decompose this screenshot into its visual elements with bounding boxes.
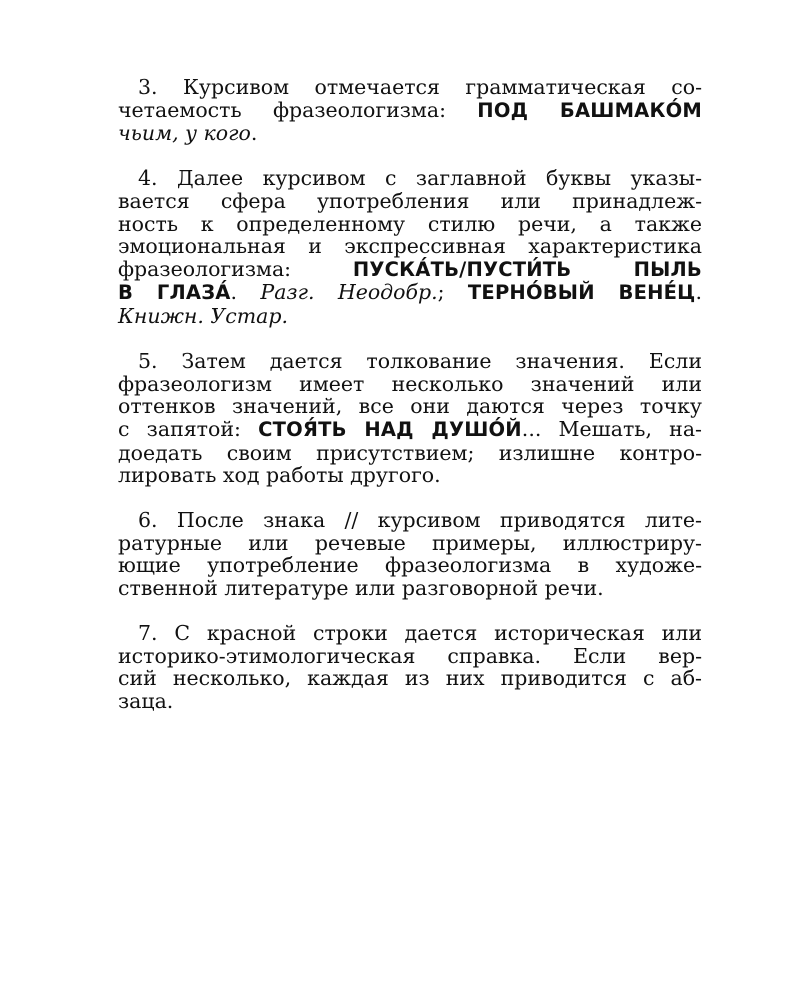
text-run: 7. С красной строки дается историческая или [138, 621, 702, 646]
text-run: вается сфера употребления или принадлеж- [118, 188, 702, 213]
text-line [118, 122, 702, 145]
numbered-paragraph-4 [118, 167, 702, 327]
text-run: заца. [118, 689, 174, 714]
text-line [118, 281, 702, 305]
text-run: . [695, 280, 702, 305]
text-run: 6. После знака // курсивом приводятся лите- [138, 508, 702, 533]
text-line [118, 395, 702, 418]
headword: В ГЛАЗА́ [118, 281, 231, 305]
text-line [118, 305, 702, 328]
text-line [118, 532, 702, 555]
text-line [118, 213, 702, 236]
numbered-paragraph-5 [118, 350, 702, 487]
text-line [118, 667, 702, 690]
text-run: доедать своим присутствием; излишне контро- [118, 440, 702, 465]
text-run: историко-этимологическая справка. Если вер- [118, 643, 702, 668]
text-line [118, 76, 702, 99]
text-run: ... Мешать, на- [521, 416, 702, 441]
text-run: четаемость фразеологизма: [118, 97, 478, 122]
text-run: фразеологизм имеет несколько значений или [118, 371, 702, 396]
text-line [118, 509, 702, 532]
text-run: с запятой: [118, 416, 259, 441]
italic-label: чьим, у кого [118, 121, 251, 146]
text-line [118, 622, 702, 645]
text-line [118, 373, 702, 396]
headword: ТЕРНО́ВЫЙ ВЕНЕ́Ц [467, 281, 696, 305]
text-line [118, 350, 702, 373]
headword: ПУСКА́ТЬ/ПУСТИ́ТЬ ПЫЛЬ [352, 257, 702, 281]
document-body [118, 76, 702, 713]
text-run: ратурные или речевые примеры, иллюстриру- [118, 530, 702, 555]
text-line [118, 418, 702, 442]
text-run: . [250, 121, 258, 146]
text-run: ность к определенному стилю речи, а также [118, 211, 702, 236]
document-page [118, 76, 702, 735]
text-line [118, 190, 702, 213]
text-line [118, 645, 702, 668]
text-run: оттенков значений, все они даются через точку [118, 394, 702, 419]
italic-label: Разг. Неодобр. [260, 280, 438, 305]
text-run: 3. Курсивом отмечается грамматическая со- [138, 75, 702, 99]
text-line [118, 235, 702, 258]
text-run: ; [437, 280, 468, 305]
text-run: эмоциональная и экспрессивная характеристика [118, 234, 702, 259]
text-line [118, 577, 702, 600]
text-line [118, 554, 702, 577]
text-run: лировать ход работы другого. [118, 463, 441, 488]
numbered-paragraph-6 [118, 509, 702, 599]
text-run: фразеологизма: [118, 256, 353, 281]
text-run: сий несколько, каждая из них приводится с аб- [118, 666, 702, 691]
text-line [118, 258, 702, 282]
numbered-paragraph-7 [118, 622, 702, 712]
text-run: ющие употребление фразеологизма в художе- [118, 553, 702, 578]
text-line [118, 464, 702, 487]
numbered-paragraph-3 [118, 76, 702, 145]
text-line [118, 167, 702, 190]
text-line [118, 442, 702, 465]
text-line [118, 690, 702, 713]
headword: ПОД БАШМАКО́М [477, 98, 702, 122]
text-run: 5. Затем дается толкование значения. Если [138, 349, 702, 374]
headword: СТОЯ́ТЬ НАД ДУШО́Й [258, 417, 522, 441]
text-line [118, 99, 702, 123]
italic-label: Книжн. Устар. [118, 303, 289, 328]
text-run: ственной литературе или разговорной речи. [118, 576, 604, 601]
text-run: . [230, 280, 261, 305]
text-run: 4. Далее курсивом с заглавной буквы указы- [138, 166, 702, 191]
